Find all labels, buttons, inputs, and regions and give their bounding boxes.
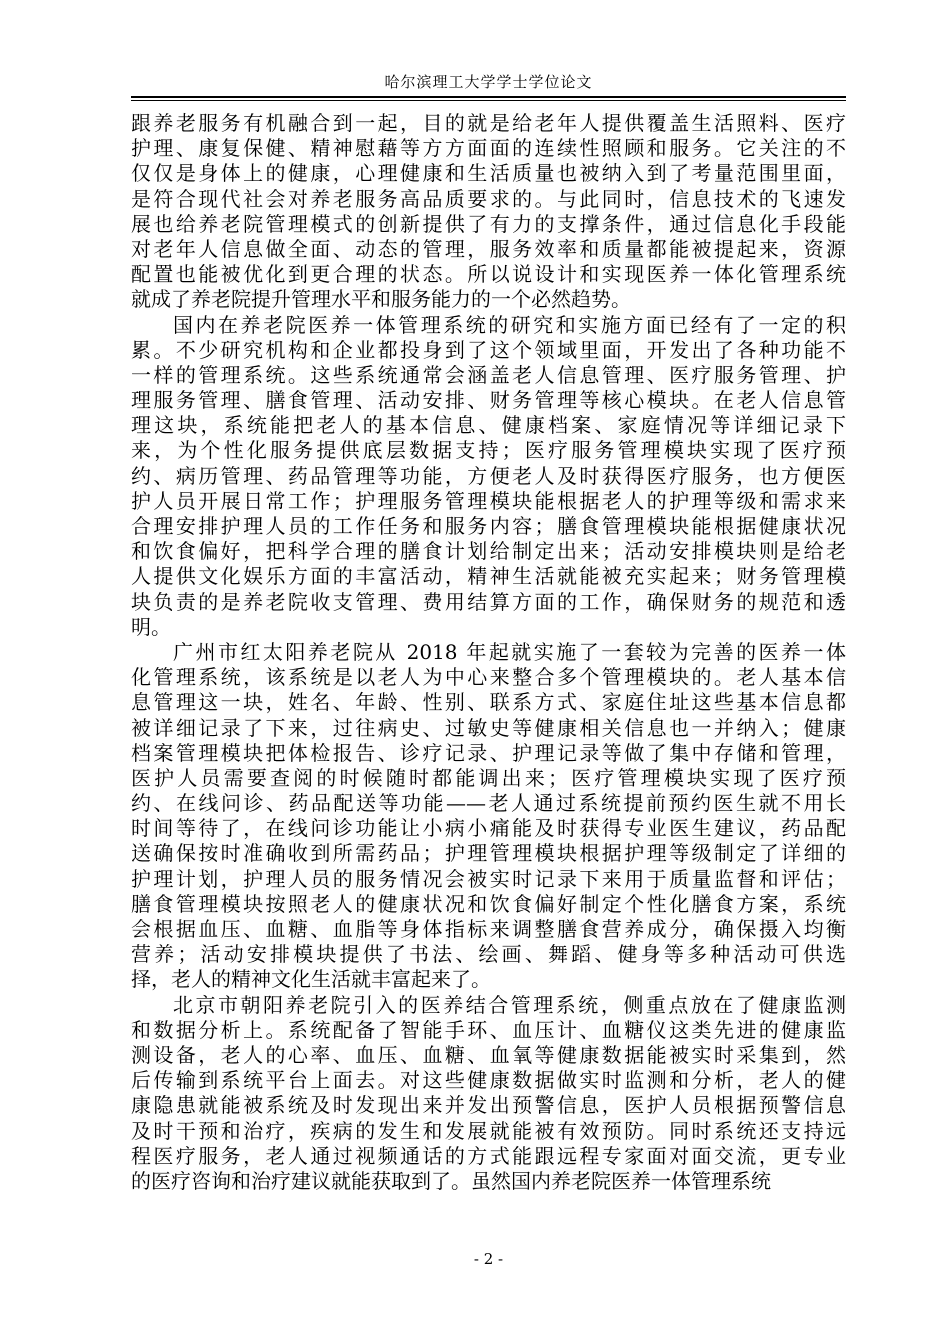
text-line: 累。不少研究机构和企业都投身到了这个领域里面，开发出了各种功能不 (131, 337, 846, 362)
text-line: 和饮食偏好，把科学合理的膳食计划给制定出来；活动安排模块则是给老 (131, 539, 846, 564)
text-line: 息管理这一块，姓名、年龄、性别、联系方式、家庭住址这些基本信息都 (131, 690, 846, 715)
text-line: 护理、康复保健、精神慰藉等方方面面的连续性照顾和服务。它关注的不 (131, 136, 846, 161)
body-text (131, 111, 846, 1194)
text-line: 块负责的是养老院收支管理、费用结算方面的工作，确保财务的规范和透 (131, 589, 846, 614)
text-line: 跟养老服务有机融合到一起，目的就是给老年人提供覆盖生活照料、医疗 (131, 111, 846, 135)
paragraph (131, 313, 846, 640)
paragraph (131, 640, 846, 993)
text-line: 的医疗咨询和治疗建议就能获取到了。虽然国内养老院医养一体管理系统 (131, 1168, 771, 1193)
text-line: 送确保按时准确收到所需药品；护理管理模块根据护理等级制定了详细的 (131, 841, 846, 866)
text-line: 展也给养老院管理模式的创新提供了有力的支撑条件，通过信息化手段能 (131, 211, 846, 236)
page-number: - 2 - (473, 1250, 504, 1268)
text-line: 营养；活动安排模块提供了书法、绘画、舞蹈、健身等多种活动可供选 (131, 942, 846, 967)
text-line: 和数据分析上。系统配备了智能手环、血压计、血糖仪这类先进的健康监 (131, 1017, 846, 1042)
text-line: 配置也能被优化到更合理的状态。所以说设计和实现医养一体化管理系统 (131, 262, 846, 287)
text-line: 护人员开展日常工作；护理服务管理模块能根据老人的护理等级和需求来 (131, 488, 846, 513)
text-line: 国内在养老院医养一体管理系统的研究和实施方面已经有了一定的积 (173, 312, 846, 337)
text-line: 程医疗服务，老人通过视频通话的方式能跟远程专家面对面交流，更专业 (131, 1143, 846, 1168)
text-line: 择，老人的精神文化生活就丰富起来了。 (131, 967, 491, 992)
text-line: 广州市红太阳养老院从 2018 年起就实施了一套较为完善的医养一体 (173, 639, 846, 664)
header-rule-thin (131, 100, 846, 101)
text-line: 对老年人信息做全面、动态的管理，服务效率和质量都能被提起来，资源 (131, 236, 846, 261)
text-line: 被详细记录了下来，过往病史、过敏史等健康相关信息也一并纳入；健康 (131, 715, 846, 740)
text-line: 北京市朝阳养老院引入的医养结合管理系统，侧重点放在了健康监测 (173, 992, 846, 1017)
text-line: 时间等待了，在线问诊功能让小病小痛能及时获得专业医生建议，药品配 (131, 816, 846, 841)
text-line: 档案管理模块把体检报告、诊疗记录、护理记录等做了集中存储和管理， (131, 740, 846, 765)
text-line: 人提供文化娱乐方面的丰富活动，精神生活就能被充实起来；财务管理模 (131, 564, 846, 589)
text-line: 医护人员需要查阅的时候随时都能调出来；医疗管理模块实现了医疗预 (131, 765, 846, 790)
text-line: 后传输到系统平台上面去。对这些健康数据做实时监测和分析，老人的健 (131, 1068, 846, 1093)
running-header: 哈尔滨理工大学学士学位论文 (384, 73, 593, 91)
text-line: 一样的管理系统。这些系统通常会涵盖老人信息管理、医疗服务管理、护 (131, 362, 846, 387)
header-rule (131, 96, 846, 98)
text-line: 护理计划，护理人员的服务情况会被实时记录下来用于质量监督和评估； (131, 866, 846, 891)
text-line: 是符合现代社会对养老服务高品质要求的。与此同时，信息技术的飞速发 (131, 186, 846, 211)
text-line: 约、在线问诊、药品配送等功能——老人通过系统提前预约医生就不用长 (131, 791, 846, 816)
text-line: 合理安排护理人员的工作任务和服务内容；膳食管理模块能根据健康状况 (131, 514, 846, 538)
text-line: 康隐患就能被系统及时发现出来并发出预警信息，医护人员根据预警信息 (131, 1093, 846, 1118)
text-line: 化管理系统，该系统是以老人为中心来整合多个管理模块的。老人基本信 (131, 665, 846, 690)
text-line: 理服务管理、膳食管理、活动安排、财务管理等核心模块。在老人信息管 (131, 388, 846, 413)
paragraph (131, 111, 846, 313)
text-line: 会根据血压、血糖、血脂等身体指标来调整膳食营养成分，确保摄入均衡 (131, 917, 846, 941)
text-line: 及时干预和治疗，疾病的发生和发展就能被有效预防。同时系统还支持远 (131, 1118, 846, 1143)
text-line: 膳食管理模块按照老人的健康状况和饮食偏好制定个性化膳食方案，系统 (131, 891, 846, 916)
text-line: 约、病历管理、药品管理等功能，方便老人及时获得医疗服务，也方便医 (131, 463, 846, 488)
text-line: 来，为个性化服务提供底层数据支持；医疗服务管理模块实现了医疗预 (131, 438, 846, 463)
text-line: 明。 (131, 614, 171, 639)
text-line: 仅仅是身体上的健康，心理健康和生活质量也被纳入到了考量范围里面， (131, 161, 846, 186)
text-line: 就成了养老院提升管理水平和服务能力的一个必然趋势。 (131, 287, 631, 312)
text-line: 测设备，老人的心率、血压、血糖、血氧等健康数据能被实时采集到，然 (131, 1042, 846, 1067)
text-line: 理这块，系统能把老人的基本信息、健康档案、家庭情况等详细记录下 (131, 413, 846, 438)
paragraph (131, 993, 846, 1195)
